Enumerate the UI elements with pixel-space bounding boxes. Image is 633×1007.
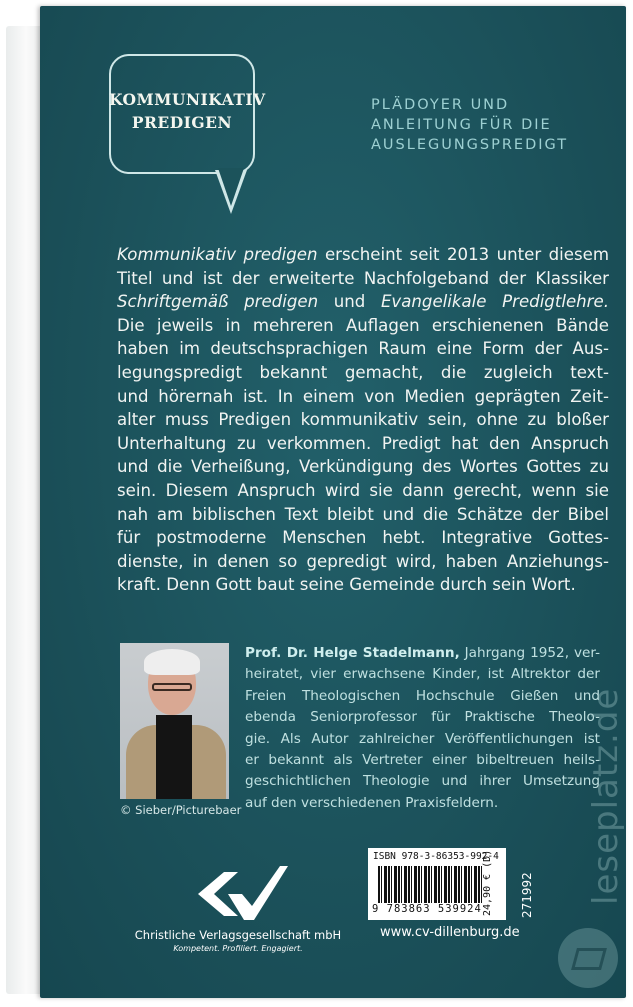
bio-line: Jahrgang 1952, ver- bbox=[459, 645, 600, 661]
bio-line: er bekannt als Vertreter einer bibeltreuen heils- bbox=[245, 752, 600, 769]
article-number: 271992 bbox=[520, 872, 534, 918]
bio-line: ebenda Seniorprofessor für Praktische Theolo- bbox=[245, 709, 600, 726]
author-bio bbox=[245, 643, 600, 814]
blurb-text bbox=[117, 243, 609, 597]
blurb-line bbox=[117, 314, 609, 338]
watermark-book-icon bbox=[558, 928, 618, 988]
bio-line: gie. Als Autor zahlreicher Veröffentlichungen ist bbox=[245, 730, 600, 747]
blurb-line bbox=[117, 550, 609, 574]
blurb-line bbox=[117, 385, 609, 409]
blurb-segment: und die Verheißung, Verkündigung des Wortes Gottes zu bbox=[117, 457, 609, 477]
blurb-segment: haben im deutschsprachigen Raum eine Form der Aus- bbox=[117, 339, 609, 359]
subtitle-line: ANLEITUNG FÜR DIE bbox=[371, 117, 552, 133]
publisher-url: www.cv-dillenburg.de bbox=[380, 925, 520, 940]
blurb-line bbox=[117, 267, 609, 291]
blurb-segment: Unterhaltung zu verkommen. Predigt hat den Anspruch bbox=[117, 433, 609, 453]
publisher bbox=[128, 928, 348, 953]
blurb-segment: legungspredigt bekannt gemacht, die zugleich text- bbox=[117, 362, 609, 382]
blurb-line bbox=[117, 455, 609, 479]
book-title-reference: Schriftgemäß predigen bbox=[117, 292, 319, 312]
speech-bubble-tail bbox=[215, 170, 247, 214]
blurb-segment: sein. Diesem Anspruch wird sie dann gerecht, wenn sie bbox=[117, 480, 609, 500]
subtitle-line: AUSLEGUNGSPREDIGT bbox=[371, 137, 569, 153]
barcode bbox=[368, 848, 506, 920]
blurb-line bbox=[117, 337, 609, 361]
publisher-slogan: Kompetent. Profiliert. Engagiert. bbox=[173, 944, 303, 953]
blurb-segment: erscheint seit 2013 unter diesem bbox=[317, 245, 609, 264]
author-photo bbox=[120, 643, 229, 799]
blurb-segment: Titel und ist der erweiterte Nachfolgeband der Klassiker bbox=[117, 268, 609, 288]
blurb-line bbox=[117, 479, 609, 503]
bio-line: geschichtlichen Theologie und ihrer Umsetzung bbox=[245, 773, 600, 790]
blurb-line bbox=[117, 573, 609, 597]
book-title-reference: Kommunikativ predigen bbox=[117, 245, 318, 264]
barcode-bars bbox=[378, 866, 483, 906]
blurb-segment: nah am biblischen Text bleibt und die Schätze der Bibel bbox=[117, 504, 609, 524]
book-title-reference: Evangelikale Predigtlehre. bbox=[380, 292, 609, 312]
blurb-line bbox=[117, 503, 609, 527]
barcode-digits: 9 783863 539924 bbox=[372, 903, 482, 915]
blurb-line bbox=[117, 243, 609, 267]
blurb-line bbox=[117, 290, 609, 314]
blurb-line bbox=[117, 526, 609, 550]
blurb-segment: für postmoderne Menschen hebt. Integrative Gottes- bbox=[117, 528, 609, 548]
book-title bbox=[109, 88, 266, 134]
subtitle-line: PLÄDOYER UND bbox=[371, 97, 510, 113]
cv-logo-icon bbox=[198, 860, 288, 922]
bio-line: heiratet, vier erwachsene Kinder, ist Altrektor der bbox=[245, 666, 600, 683]
blurb-segment: alter muss Predigen kommunikativ sein, ohne zu bloßer bbox=[117, 410, 609, 430]
blurb-segment: kraft. Denn Gott baut seine Gemeinde durch sein Wort. bbox=[117, 575, 576, 595]
blurb-line bbox=[117, 408, 609, 432]
publisher-name: Christliche Verlagsgesellschaft mbH bbox=[134, 928, 342, 942]
blurb-segment: und hörernah ist. In einem von Medien geprägten Zeit- bbox=[117, 386, 609, 406]
photo-credit: © Sieber/Picturebaer bbox=[120, 803, 242, 817]
title-line: KOMMUNIKATIV bbox=[109, 90, 266, 109]
blurb-segment: dienste, in denen so gepredigt wird, haben Anziehungs- bbox=[117, 551, 609, 571]
bio-line: Freien Theologischen Hochschule Gießen und bbox=[245, 687, 600, 704]
blurb-segment: Die jeweils in mehreren Auflagen erschienenen Bände bbox=[117, 315, 609, 335]
author-name: Prof. Dr. Helge Stadelmann, bbox=[245, 645, 460, 661]
title-line: PREDIGEN bbox=[131, 113, 233, 132]
bio-line: auf den verschiedenen Praxisfeldern. bbox=[245, 794, 499, 811]
blurb-segment: und bbox=[318, 292, 381, 312]
isbn-text: ISBN 978-3-86353-992-4 bbox=[373, 851, 499, 862]
book-subtitle bbox=[371, 95, 568, 155]
price: 24,90 € (D) bbox=[482, 849, 493, 916]
watermark-text: leseplatz.de bbox=[586, 687, 626, 905]
blurb-line bbox=[117, 361, 609, 385]
blurb-line bbox=[117, 432, 609, 456]
